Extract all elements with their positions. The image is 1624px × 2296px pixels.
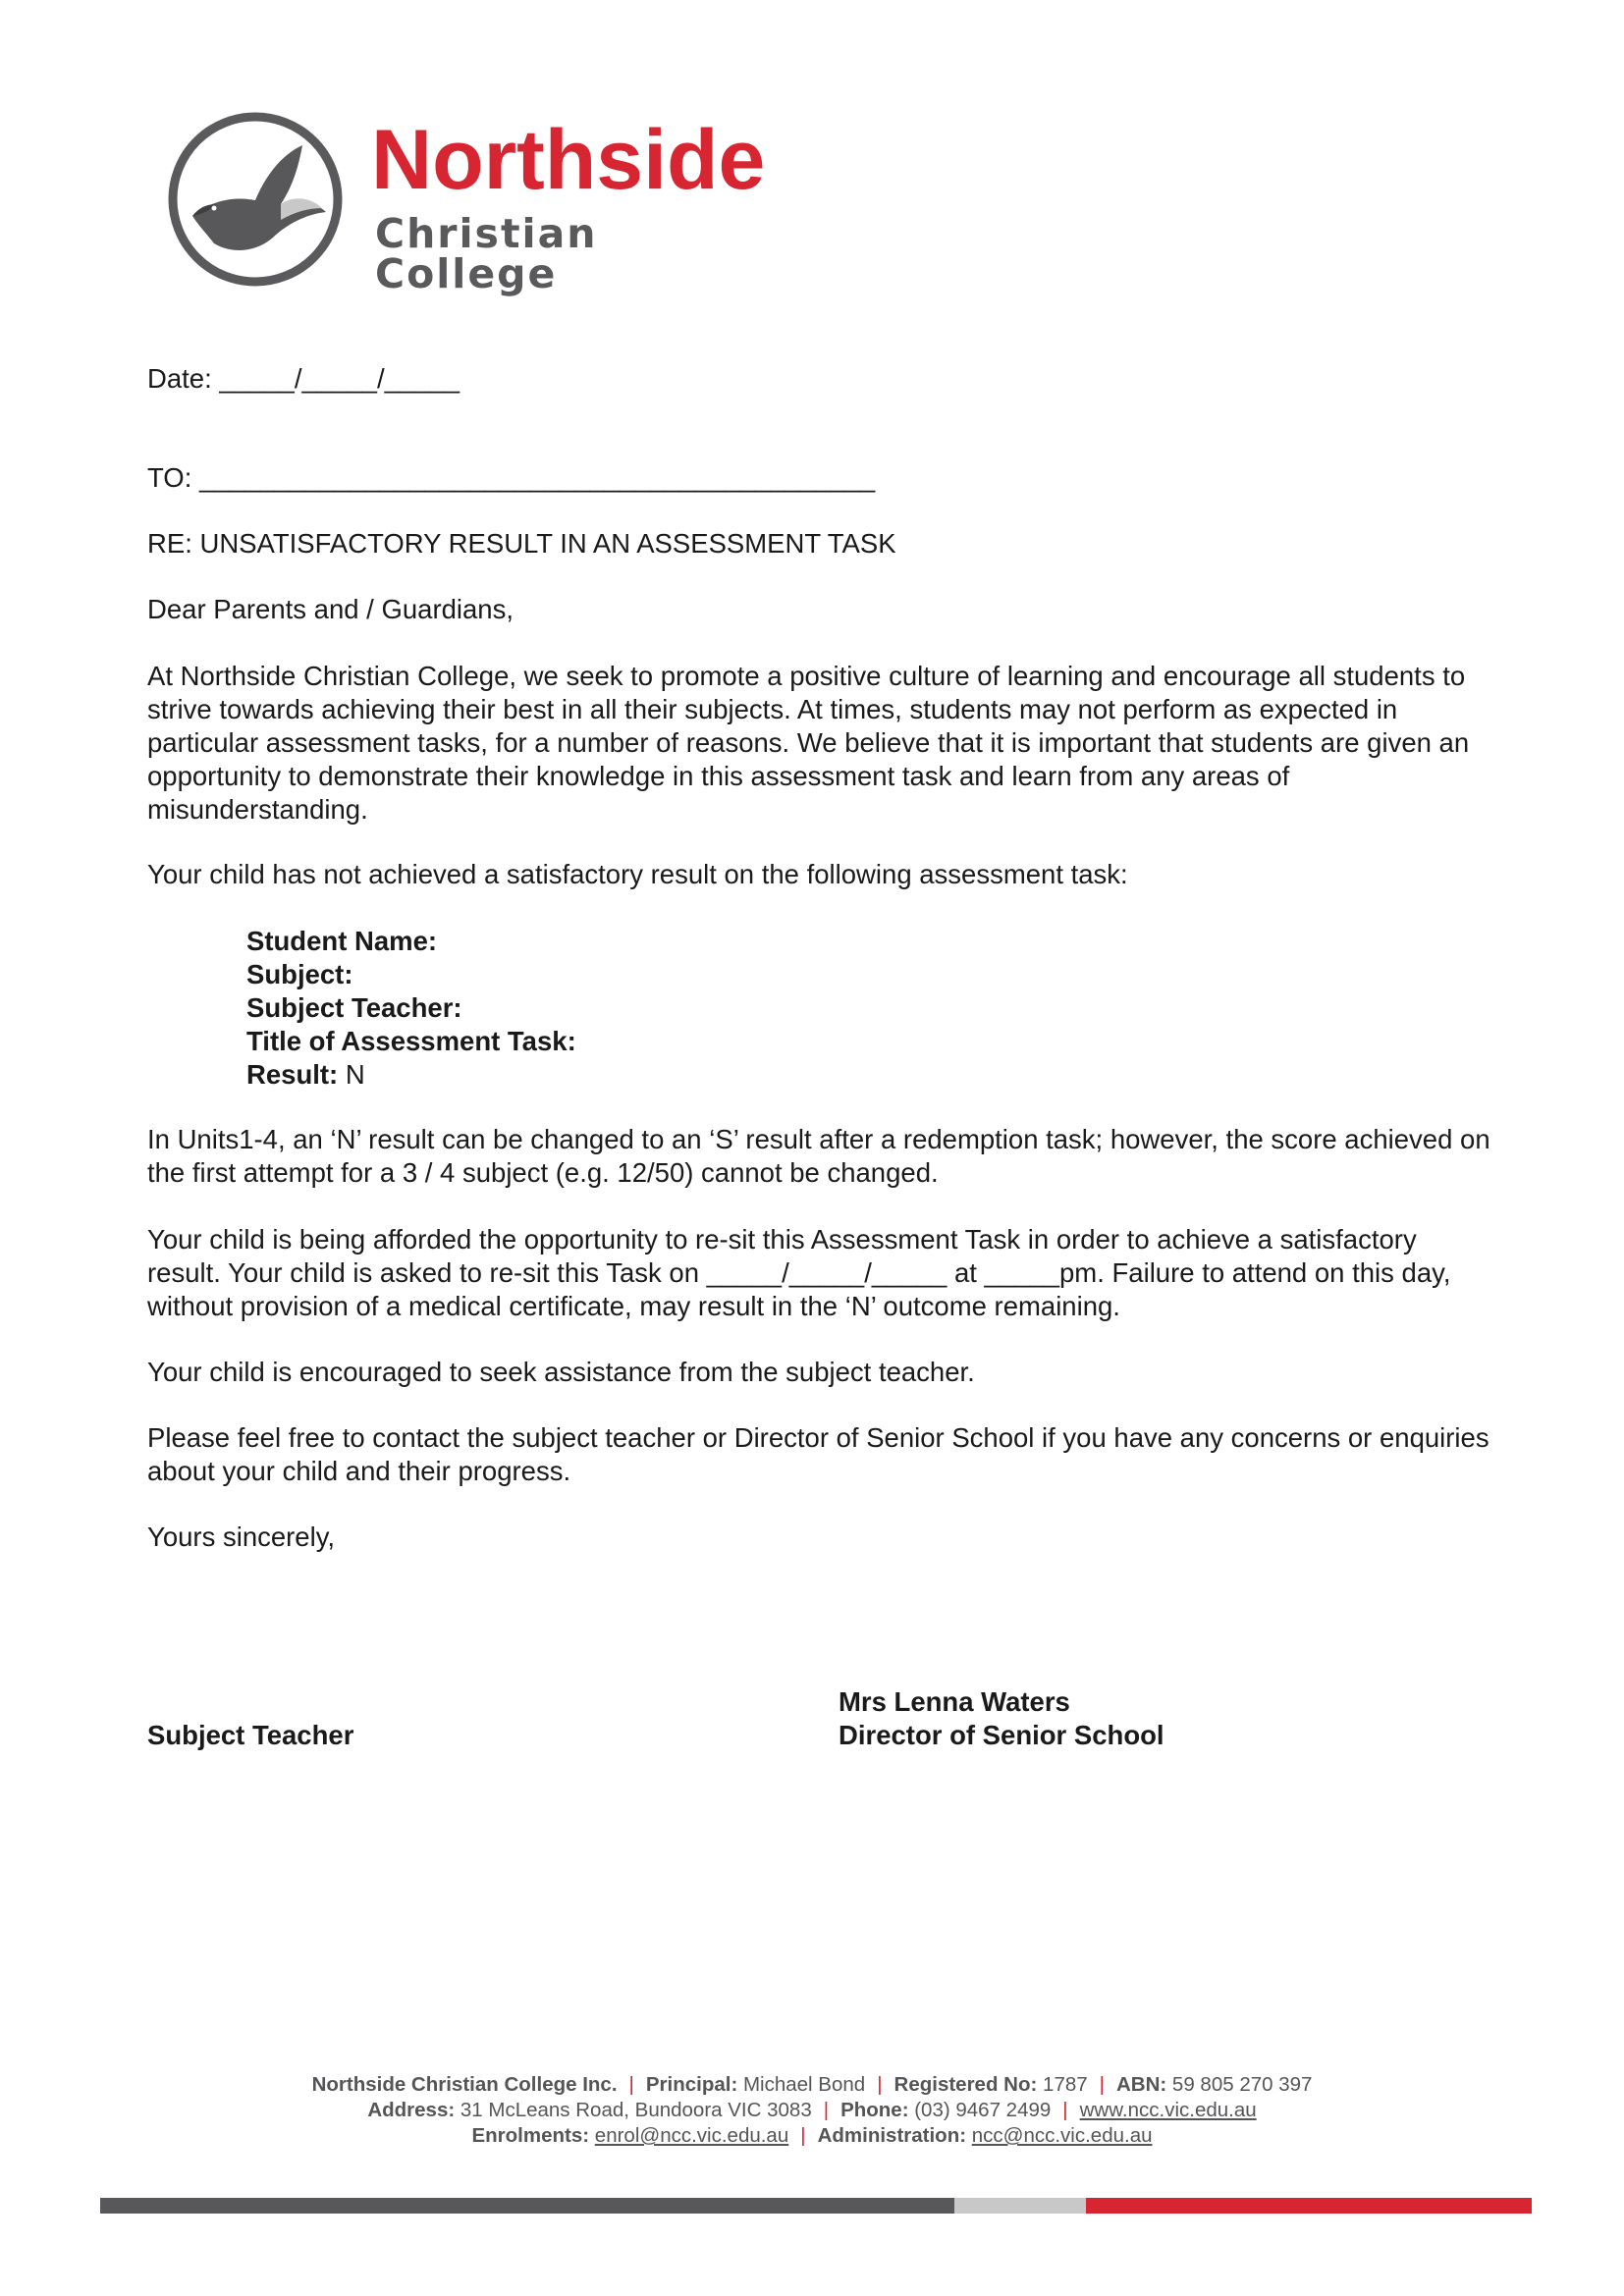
director-title: Director of Senior School: [839, 1720, 1164, 1750]
assessment-title-label: Title of Assessment Task:: [246, 1026, 576, 1056]
footer-administration-label: Administration:: [817, 2124, 967, 2147]
not-achieved-paragraph: Your child has not achieved a satisfactory result on the following assessment task:: [147, 859, 1128, 889]
resit-paragraph: Your child is being afforded the opportunity to re-sit this Assessment Task in order to achieve a satisfactory result. Your child is asked to re-sit this Task on _____/_____/_____ at _____pm. Failure to attend on this day, without provision of a medical certificate, may result in the ‘N’ outcome remaining.: [147, 1224, 1451, 1321]
footer-separator: |: [628, 2073, 634, 2096]
footer-row-3: [0, 2123, 1624, 2149]
footer-bar-red: [1086, 2198, 1532, 2214]
footer-registered-label: Registered No:: [893, 2073, 1038, 2096]
footer-bar-dark: [100, 2198, 954, 2214]
footer-separator: |: [877, 2073, 883, 2096]
footer-phone: (03) 9467 2499: [908, 2099, 1052, 2121]
footer-separator: |: [1062, 2099, 1068, 2121]
footer: [0, 2072, 1624, 2149]
footer-principal-label: Principal:: [645, 2073, 738, 2096]
result-row: [246, 1058, 576, 1092]
footer-phone-label: Phone:: [840, 2099, 909, 2121]
footer-administration-email-link[interactable]: ncc@ncc.vic.edu.au: [971, 2124, 1153, 2147]
result-label: Result:: [246, 1059, 339, 1090]
footer-separator: |: [1099, 2073, 1105, 2096]
salutation: Dear Parents and / Guardians,: [147, 594, 514, 624]
subject-teacher-signature: Subject Teacher: [147, 1720, 354, 1750]
college-logo: [165, 106, 793, 297]
footer-enrolments-label: Enrolments:: [471, 2124, 590, 2147]
closing: Yours sincerely,: [147, 1522, 336, 1552]
footer-address-label: Address:: [367, 2099, 456, 2121]
footer-registered: 1787: [1037, 2073, 1088, 2096]
intro-paragraph: At Northside Christian College, we seek to promote a positive culture of learning and encourage all students to strive towards achieving their best in all their subjects. At times, students may not perform as expected in particular assessment tasks, for a number of reasons. We believe that it is important that students are given an opportunity to demonstrate their knowledge in this assessment task and learn from any areas of misunderstanding.: [147, 661, 1470, 825]
re-line: RE: UNSATISFACTORY RESULT IN AN ASSESSMENT TASK: [147, 528, 896, 559]
footer-principal: Michael Bond: [737, 2073, 866, 2096]
assessment-details: [246, 925, 576, 1092]
student-name-label: Student Name:: [246, 926, 438, 956]
subject-teacher-label: Subject Teacher:: [246, 992, 462, 1023]
footer-bar-light: [954, 2198, 1086, 2214]
units-paragraph: In Units1-4, an ‘N’ result can be changed to an ‘S’ result after a redemption task; however, the score achieved on the first attempt for a 3 / 4 subject (e.g. 12/50) cannot be changed.: [147, 1124, 1490, 1188]
footer-enrolments-email-link[interactable]: enrol@ncc.vic.edu.au: [594, 2124, 789, 2147]
footer-abn: 59 805 270 397: [1166, 2073, 1313, 2096]
assistance-paragraph: Your child is encouraged to seek assistance from the subject teacher.: [147, 1357, 975, 1387]
footer-separator: |: [823, 2099, 830, 2121]
date-line: Date: _____/_____/_____: [147, 363, 460, 394]
to-line: TO: _____________________________________________: [147, 462, 876, 493]
footer-separator: |: [800, 2124, 806, 2147]
contact-paragraph: Please feel free to contact the subject teacher or Director of Senior School if you have any concerns or enquiries about your child and their progress.: [147, 1422, 1489, 1486]
footer-abn-label: ABN:: [1115, 2073, 1167, 2096]
logo-subname: Christian College: [375, 210, 598, 297]
dove-in-circle-icon: [165, 106, 352, 293]
result-value: N: [338, 1059, 365, 1090]
footer-website-link[interactable]: www.ncc.vic.edu.au: [1079, 2099, 1257, 2121]
logo-name: Northside: [371, 113, 766, 207]
footer-address: 31 McLeans Road, Bundoora VIC 3083: [455, 2099, 812, 2121]
director-name: Mrs Lenna Waters: [839, 1686, 1070, 1717]
footer-org: Northside Christian College Inc.: [311, 2073, 618, 2096]
footer-row-1: [0, 2072, 1624, 2098]
subject-label: Subject:: [246, 959, 353, 989]
footer-row-2: [0, 2098, 1624, 2123]
